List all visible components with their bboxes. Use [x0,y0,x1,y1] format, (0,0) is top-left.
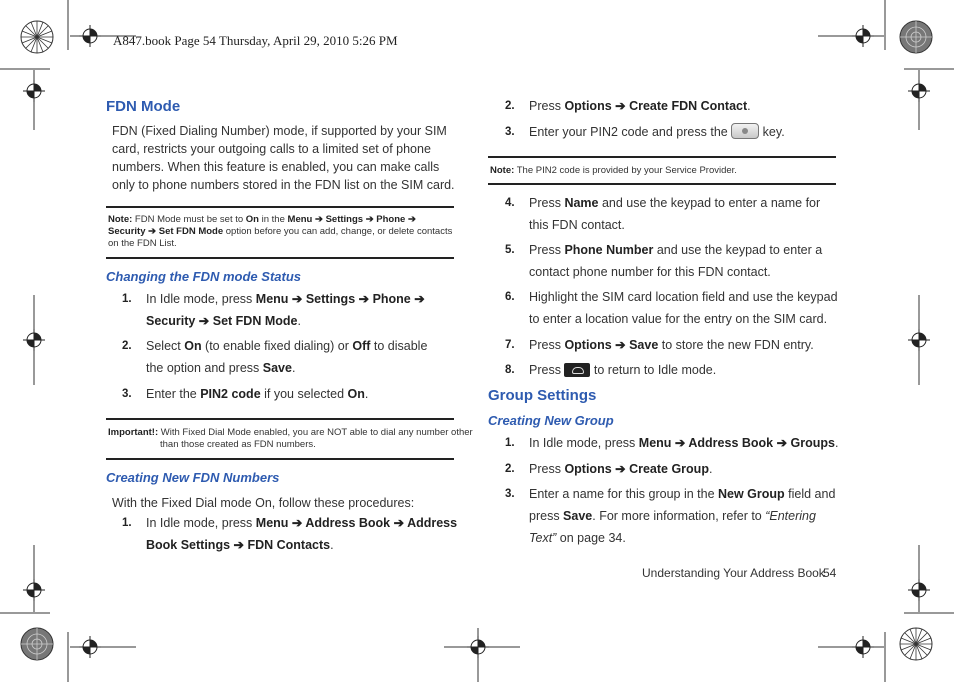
step-text: and use the keypad to enter a name for this FDN contact. [529,196,821,232]
fdn-intro-paragraph: FDN (Fixed Dialing Number) mode, if supported by your SIM card, restricts your outgoing calls to a limited set of phone numbers. When this feature is enabled, you can make calls only to phone numbers stored in the FDN list on the SIM card. [112,124,455,192]
step-text: . [364,387,369,401]
note-label: Note: [108,214,133,225]
step-text: . [297,314,301,328]
step-text: In Idle mode, press [146,292,256,306]
create-step-3 [529,121,839,143]
create-step-2 [529,95,839,117]
step-number: 6. [505,291,515,303]
divider [106,206,454,208]
step-number: 3. [505,126,515,138]
step-bold: Menu ➔ Settings ➔ Phone ➔ Security ➔ Set FDN Mode [146,292,425,328]
note-text: FDN Mode must be set to [132,214,246,225]
note-menu-path: Menu ➔ Settings ➔ Phone ➔ Security ➔ Set FDN Mode [108,214,416,237]
step-bold: Phone Number [564,243,654,257]
step-bold: Save [563,509,593,523]
step-bold: Name [564,196,599,210]
divider [106,257,454,259]
starburst-target-icon [20,20,54,54]
step-bold: Menu ➔ Address Book ➔ Address Book Settings ➔ FDN Contacts [146,516,458,552]
step-bold: Save [262,361,292,375]
step-bold: On [347,387,365,401]
step-text: . [330,538,334,552]
step-number: 2. [122,340,132,352]
step-text: Press [529,243,565,257]
registration-mark-icon [23,80,45,102]
step-text: . [747,99,751,113]
step-text: Press [529,363,565,377]
fdn-note [108,214,454,250]
step-text: if you selected [260,387,348,401]
create-step-8 [529,359,839,381]
note-text: option before you can add, change, or delete contacts on the FDN List. [108,226,453,249]
step-text: Press [529,462,565,476]
end-key-icon [564,363,590,377]
group-step-2 [529,458,839,480]
group-step-1 [529,432,839,454]
change-step-1 [146,288,456,332]
step-text: . [834,436,839,450]
step-bold: Options ➔ Create Group [564,462,709,476]
starburst-target-icon [899,627,933,661]
divider [488,156,836,158]
registration-mark-icon [908,579,930,601]
registration-mark-icon [79,636,101,658]
step-number: 3. [505,488,515,500]
step-number: 1. [122,293,132,305]
step-number: 1. [505,437,515,449]
step-number: 3. [122,388,132,400]
gray-target-icon [20,627,54,661]
important-text: With Fixed Dial Mode enabled, you are NOT able to dial any number other than those created as FDN numbers. [158,427,473,450]
pin2-note [490,165,836,177]
step-text: Select [146,339,185,353]
changing-fdn-heading: Changing the FDN mode Status [106,269,301,284]
step-text: Press [529,196,565,210]
step-text: to disable the option and press [146,339,428,375]
creating-intro: With the Fixed Dial mode On, follow these procedures: [112,496,415,510]
registration-mark-icon [852,25,874,47]
group-settings-heading: Group Settings [488,387,597,404]
registration-mark-icon [908,80,930,102]
create-step-5 [529,239,839,283]
step-text: field and press [529,487,836,523]
page-number: 54 [823,566,837,580]
gray-target-icon [899,20,933,54]
step-text: Enter a name for this group in the [529,487,718,501]
fdn-mode-heading: FDN Mode [106,98,181,115]
create-step-6 [529,286,839,330]
ok-key-icon [731,123,759,139]
step-number: 7. [505,339,515,351]
step-text: and use the keypad to enter a contact phone number for this FDN contact. [529,243,823,279]
step-text: . For more information, refer to [592,509,766,523]
step-text: Enter your PIN2 code and press the [529,125,732,139]
step-bold: New Group [718,487,785,501]
change-step-2 [146,335,446,379]
group-step-3 [529,483,837,549]
step-number: 2. [505,100,515,112]
creating-new-group-heading: Creating New Group [488,413,614,428]
registration-mark-icon [23,329,45,351]
registration-mark-icon [79,25,101,47]
cross-reference-link: “Entering Text” [529,509,816,545]
step-text: In Idle mode, press [529,436,639,450]
step-text: In Idle mode, press [146,516,256,530]
step-bold: Options ➔ Create FDN Contact [564,99,748,113]
step-text: Enter the [146,387,201,401]
registration-mark-icon [23,579,45,601]
step-number: 2. [505,463,515,475]
registration-mark-icon [908,329,930,351]
step-text: key. [759,125,785,139]
creating-fdn-heading: Creating New FDN Numbers [106,470,280,485]
note-text: The PIN2 code is provided by your Service Provider. [514,165,737,176]
step-bold: PIN2 code [200,387,261,401]
footer-section-title: Understanding Your Address Book [642,566,825,580]
note-bold: On [245,214,259,225]
step-bold: Options ➔ Save [564,338,659,352]
step-text: (to enable fixed dialing) or [201,339,353,353]
step-bold: On [184,339,202,353]
step-text: . [708,462,713,476]
step-bold: Menu ➔ Address Book ➔ Groups [638,436,835,450]
step-text: Highlight the SIM card location field and use the keypad to enter a location value for the entry on the SIM card. [529,290,838,326]
step-text: on page 34. [556,531,626,545]
step-bold: Off [352,339,371,353]
step-text: . [291,361,296,375]
step-number: 1. [122,517,132,529]
note-text: in the [259,214,288,225]
note-label: Note: [490,165,515,176]
registration-mark-icon [852,636,874,658]
divider [488,183,836,185]
step-text: Press [529,338,565,352]
registration-mark-icon [467,636,489,658]
step-number: 4. [505,197,515,209]
divider [106,418,454,420]
create-step-1 [146,512,458,556]
important-label: Important!: [108,427,159,438]
step-text: to store the new FDN entry. [658,338,814,352]
divider [106,458,454,460]
create-step-4 [529,192,839,236]
step-number: 5. [505,244,515,256]
change-step-3 [146,383,456,405]
step-number: 8. [505,364,515,376]
important-note [108,427,490,451]
step-text: to return to Idle mode. [590,363,717,377]
step-text: Press [529,99,565,113]
create-step-7 [529,334,839,356]
print-slug: A847.book Page 54 Thursday, April 29, 2010 5:26 PM [113,33,398,48]
